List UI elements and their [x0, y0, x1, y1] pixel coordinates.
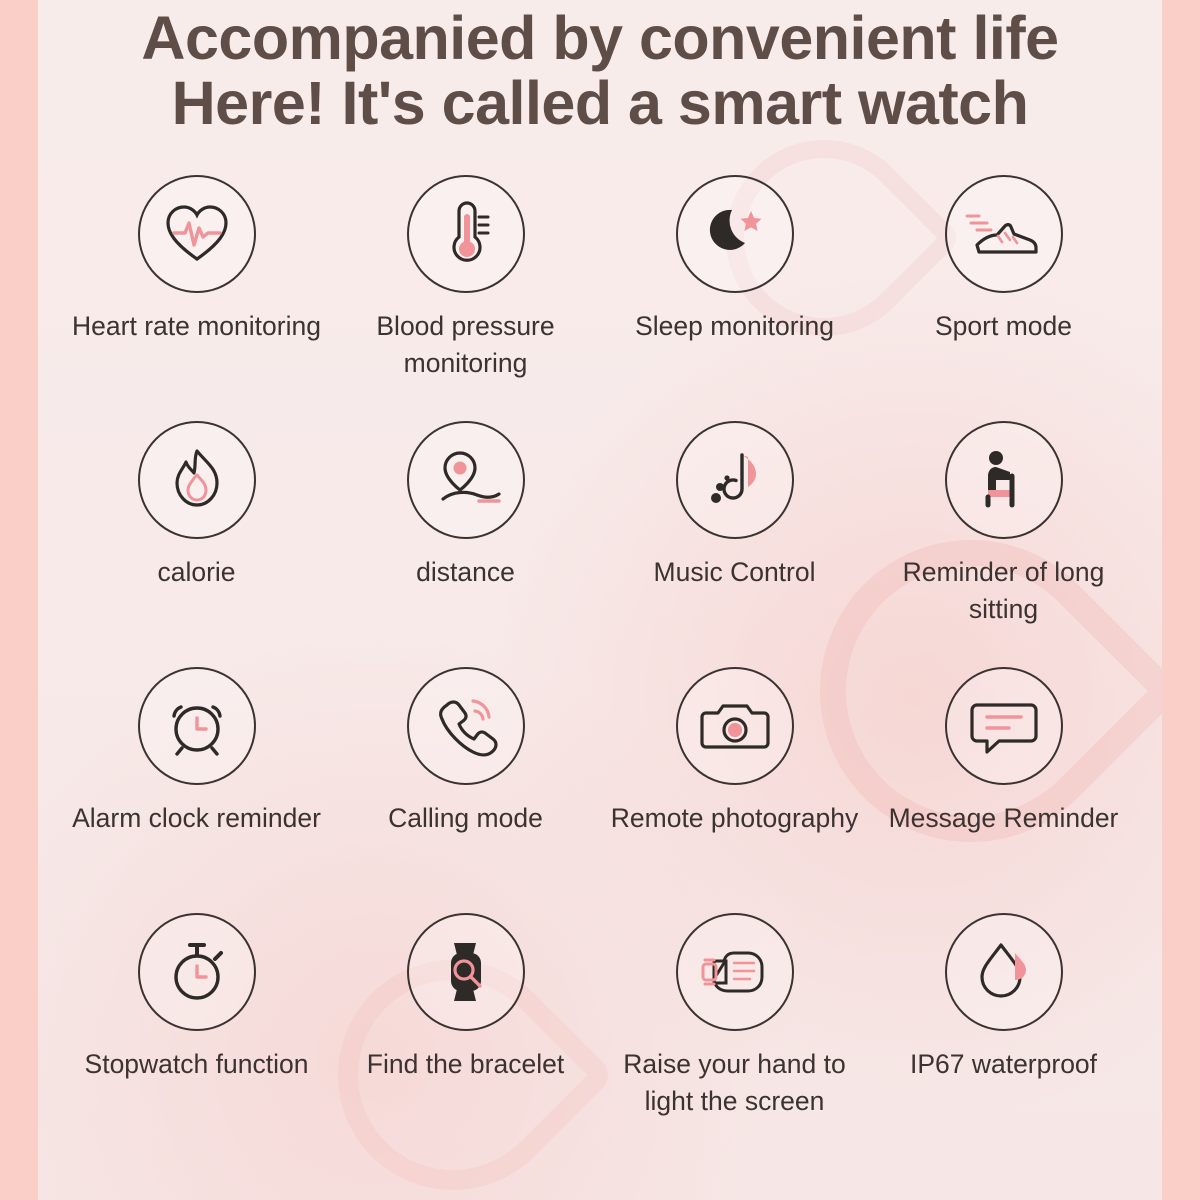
feature-label: distance: [416, 556, 515, 587]
thermometer-badge: [407, 175, 525, 293]
feature-item: [600, 421, 869, 667]
feature-item: [62, 913, 331, 1159]
feature-item: [62, 421, 331, 667]
heart-rate-badge: [138, 175, 256, 293]
flame-icon: [160, 443, 234, 517]
feature-label: Find the bracelet: [366, 1048, 565, 1079]
feature-label: calorie: [157, 556, 236, 587]
message-bubble-icon: [965, 689, 1043, 763]
feature-label: Sleep monitoring: [635, 310, 834, 341]
camera-badge: [676, 667, 794, 785]
thermometer-icon: [429, 197, 503, 271]
feature-grid: [38, 175, 1162, 1159]
sport-badge: [945, 175, 1063, 293]
feature-item: [331, 913, 600, 1159]
feature-item: [600, 913, 869, 1159]
map-pin-path-icon: [427, 443, 505, 517]
camera-icon: [696, 689, 774, 763]
calorie-badge: [138, 421, 256, 539]
long-sitting-badge: [945, 421, 1063, 539]
phone-call-icon: [429, 689, 503, 763]
feature-item: [600, 175, 869, 421]
feature-label: Music Control: [653, 556, 816, 587]
water-drop-icon: [967, 935, 1041, 1009]
feature-label: Blood pressure monitoring: [376, 310, 555, 379]
feature-label: Stopwatch function: [84, 1048, 309, 1079]
stopwatch-icon: [160, 935, 234, 1009]
alarm-clock-icon: [160, 689, 234, 763]
heart-rate-icon: [160, 197, 234, 271]
feature-label: Alarm clock reminder: [72, 802, 321, 833]
headline-line-2: Here! It's called a smart watch: [171, 69, 1029, 138]
feature-label: Reminder of long sitting: [902, 556, 1105, 625]
wrist-raise-badge: [676, 913, 794, 1031]
find-bracelet-badge: [407, 913, 525, 1031]
feature-item: [331, 667, 600, 913]
feature-item: [62, 175, 331, 421]
smart-band-search-icon: [429, 935, 503, 1009]
running-shoe-icon: [965, 197, 1043, 271]
sleep-badge: [676, 175, 794, 293]
feature-item: [331, 421, 600, 667]
feature-label: Remote photography: [610, 802, 859, 833]
calling-badge: [407, 667, 525, 785]
wrist-raise-icon: [694, 935, 776, 1009]
moon-star-icon: [698, 197, 772, 271]
distance-badge: [407, 421, 525, 539]
feature-item: [600, 667, 869, 913]
feature-label: IP67 waterproof: [909, 1048, 1098, 1079]
feature-item: [331, 175, 600, 421]
message-badge: [945, 667, 1063, 785]
stopwatch-badge: [138, 913, 256, 1031]
feature-item: [869, 421, 1138, 667]
feature-item: [62, 667, 331, 913]
alarm-badge: [138, 667, 256, 785]
feature-label: Raise your hand to light the screen: [623, 1048, 846, 1117]
feature-label: Sport mode: [935, 310, 1072, 341]
music-note-icon: [698, 443, 772, 517]
feature-label: Message Reminder: [888, 802, 1119, 833]
waterproof-badge: [945, 913, 1063, 1031]
feature-label: Heart rate monitoring: [72, 310, 321, 341]
headline-line-1: Accompanied by convenient life: [141, 4, 1059, 72]
feature-item: [869, 175, 1138, 421]
sitting-person-icon: [967, 443, 1041, 517]
feature-item: [869, 913, 1138, 1159]
page-title: [38, 0, 1162, 137]
feature-item: [869, 667, 1138, 913]
music-badge: [676, 421, 794, 539]
feature-label: Calling mode: [388, 802, 543, 833]
